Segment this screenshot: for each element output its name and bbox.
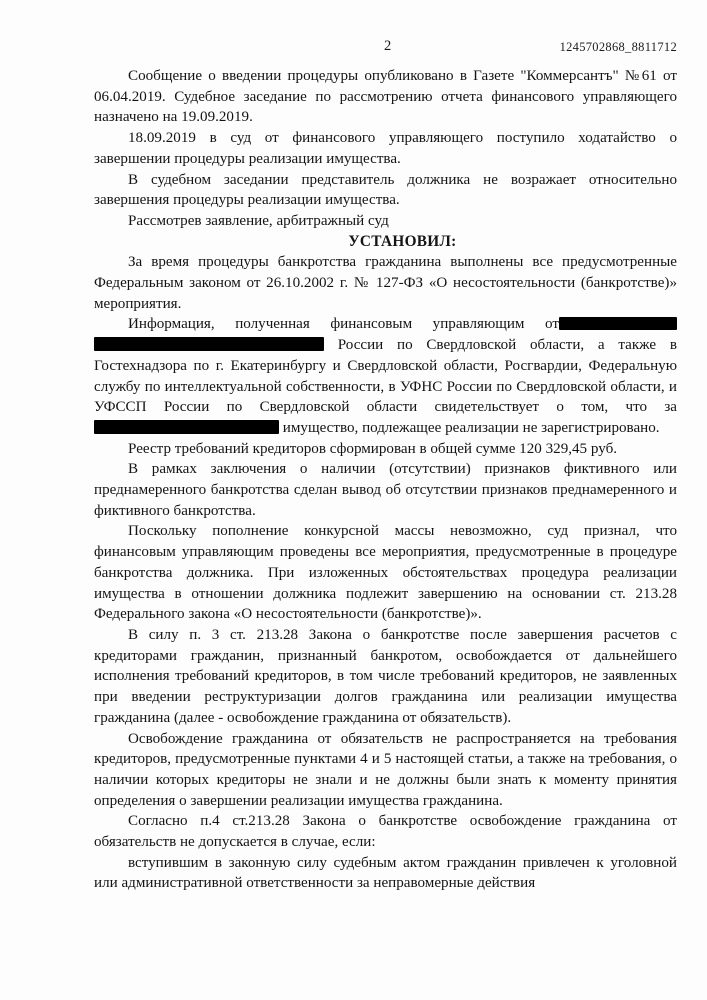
paragraph-criminal-liability: вступившим в законную силу судебным актом гражданин привлечен к уголовной или административной ответственности за неправомерные действия <box>94 854 677 892</box>
page-header <box>94 38 677 60</box>
paragraph-bankruptcy-measures: За время процедуры банкротства гражданина выполнены все предусмотренные Федеральным законом от 26.10.2002 г. № 127-ФЗ «О несостоятельности (банкротстве)» мероприятия. <box>94 254 677 312</box>
paragraph-release-exceptions: Освобождение гражданина от обязательств не распространяется на требования кредиторов, предусмотренные пунктами 4 и 5 настоящей статьи, а также на требования, о наличии которых кредиторы не знали и не должны были знать к моменту принятия определения о завершении реализации имущества гражданина. <box>94 730 677 809</box>
section-heading-text: УСТАНОВИЛ <box>348 232 452 250</box>
paragraph-creditors-register: Реестр требований кредиторов сформирован в общей сумме 120 329,45 руб. <box>128 440 618 457</box>
paragraph-information-received <box>94 314 677 438</box>
section-heading-colon: : <box>451 232 457 250</box>
section-heading-ustanovil <box>94 232 677 253</box>
paragraph-court-reviewed: Рассмотрев заявление, арбитражный суд <box>128 212 389 229</box>
paragraph-information-part-1: Информация, полученная финансовым управляющим от <box>128 316 559 333</box>
paragraph-fictitious-bankruptcy: В рамках заключения о наличии (отсутствии) признаков фиктивного или преднамеренного банкротства сделан вывод об отсутствии признаков преднамеренного и фиктивного банкротства. <box>94 461 677 519</box>
redaction-block-1 <box>559 317 677 330</box>
paragraph-information-part-2: России по Свердловской области, а также в Гостехнадзора по г. Екатеринбургу и Свердловской области, Росгвардии, Федеральную службу по интеллектуальной собственности, в УФНС России по Свердловской области, и УФССП России по Свердловской области свидетельствует о том, что за <box>94 337 677 416</box>
document-body <box>94 66 677 894</box>
document-code: 1245702868_8811712 <box>559 40 677 54</box>
redaction-block-2 <box>94 337 324 351</box>
paragraph-release-from-obligations: В силу п. 3 ст. 213.28 Закона о банкротстве после завершения расчетов с кредиторами гражданин, признанный банкротом, освобождается от дальнейшего исполнения требований кредиторов, в том числе требований кредиторов, не заявленных при введении реструктуризации долгов гражданина или реализации имущества гражданина (далее - освобождение гражданина от обязательств). <box>94 626 677 726</box>
paragraph-release-not-allowed: Согласно п.4 ст.213.28 Закона о банкротстве освобождение гражданина от обязательств не допускается в случае, если: <box>94 813 677 851</box>
paragraph-publication-notice: Сообщение о введении процедуры опубликовано в Газете "Коммерсантъ" №61 от 06.04.2019. Судебное заседание по рассмотрению отчета финансового управляющего назначено на 19.09.2019. <box>94 68 677 126</box>
paragraph-information-part-3: имущество, подлежащее реализации не зарегистрировано. <box>282 419 660 436</box>
paragraph-estate-replenishment: Поскольку пополнение конкурсной массы невозможно, суд признал, что финансовым управляющим проведены все мероприятия, предусмотренные в процедуре банкротства должника. При изложенных обстоятельствах процедура реализации имущества в отношении должника подлежит завершению на основании ст. 213.28 Федерального закона «О несостоятельности (банкротстве)». <box>94 523 677 623</box>
paragraph-petition-received: 18.09.2019 в суд от финансового управляющего поступило ходатайство о завершении процедуры реализации имущества. <box>94 130 677 167</box>
redaction-block-3 <box>94 420 279 434</box>
page-number: 2 <box>384 38 392 54</box>
paragraph-debtor-representative: В судебном заседании представитель должника не возражает относительно завершения процедуры реализации имущества. <box>94 171 677 209</box>
